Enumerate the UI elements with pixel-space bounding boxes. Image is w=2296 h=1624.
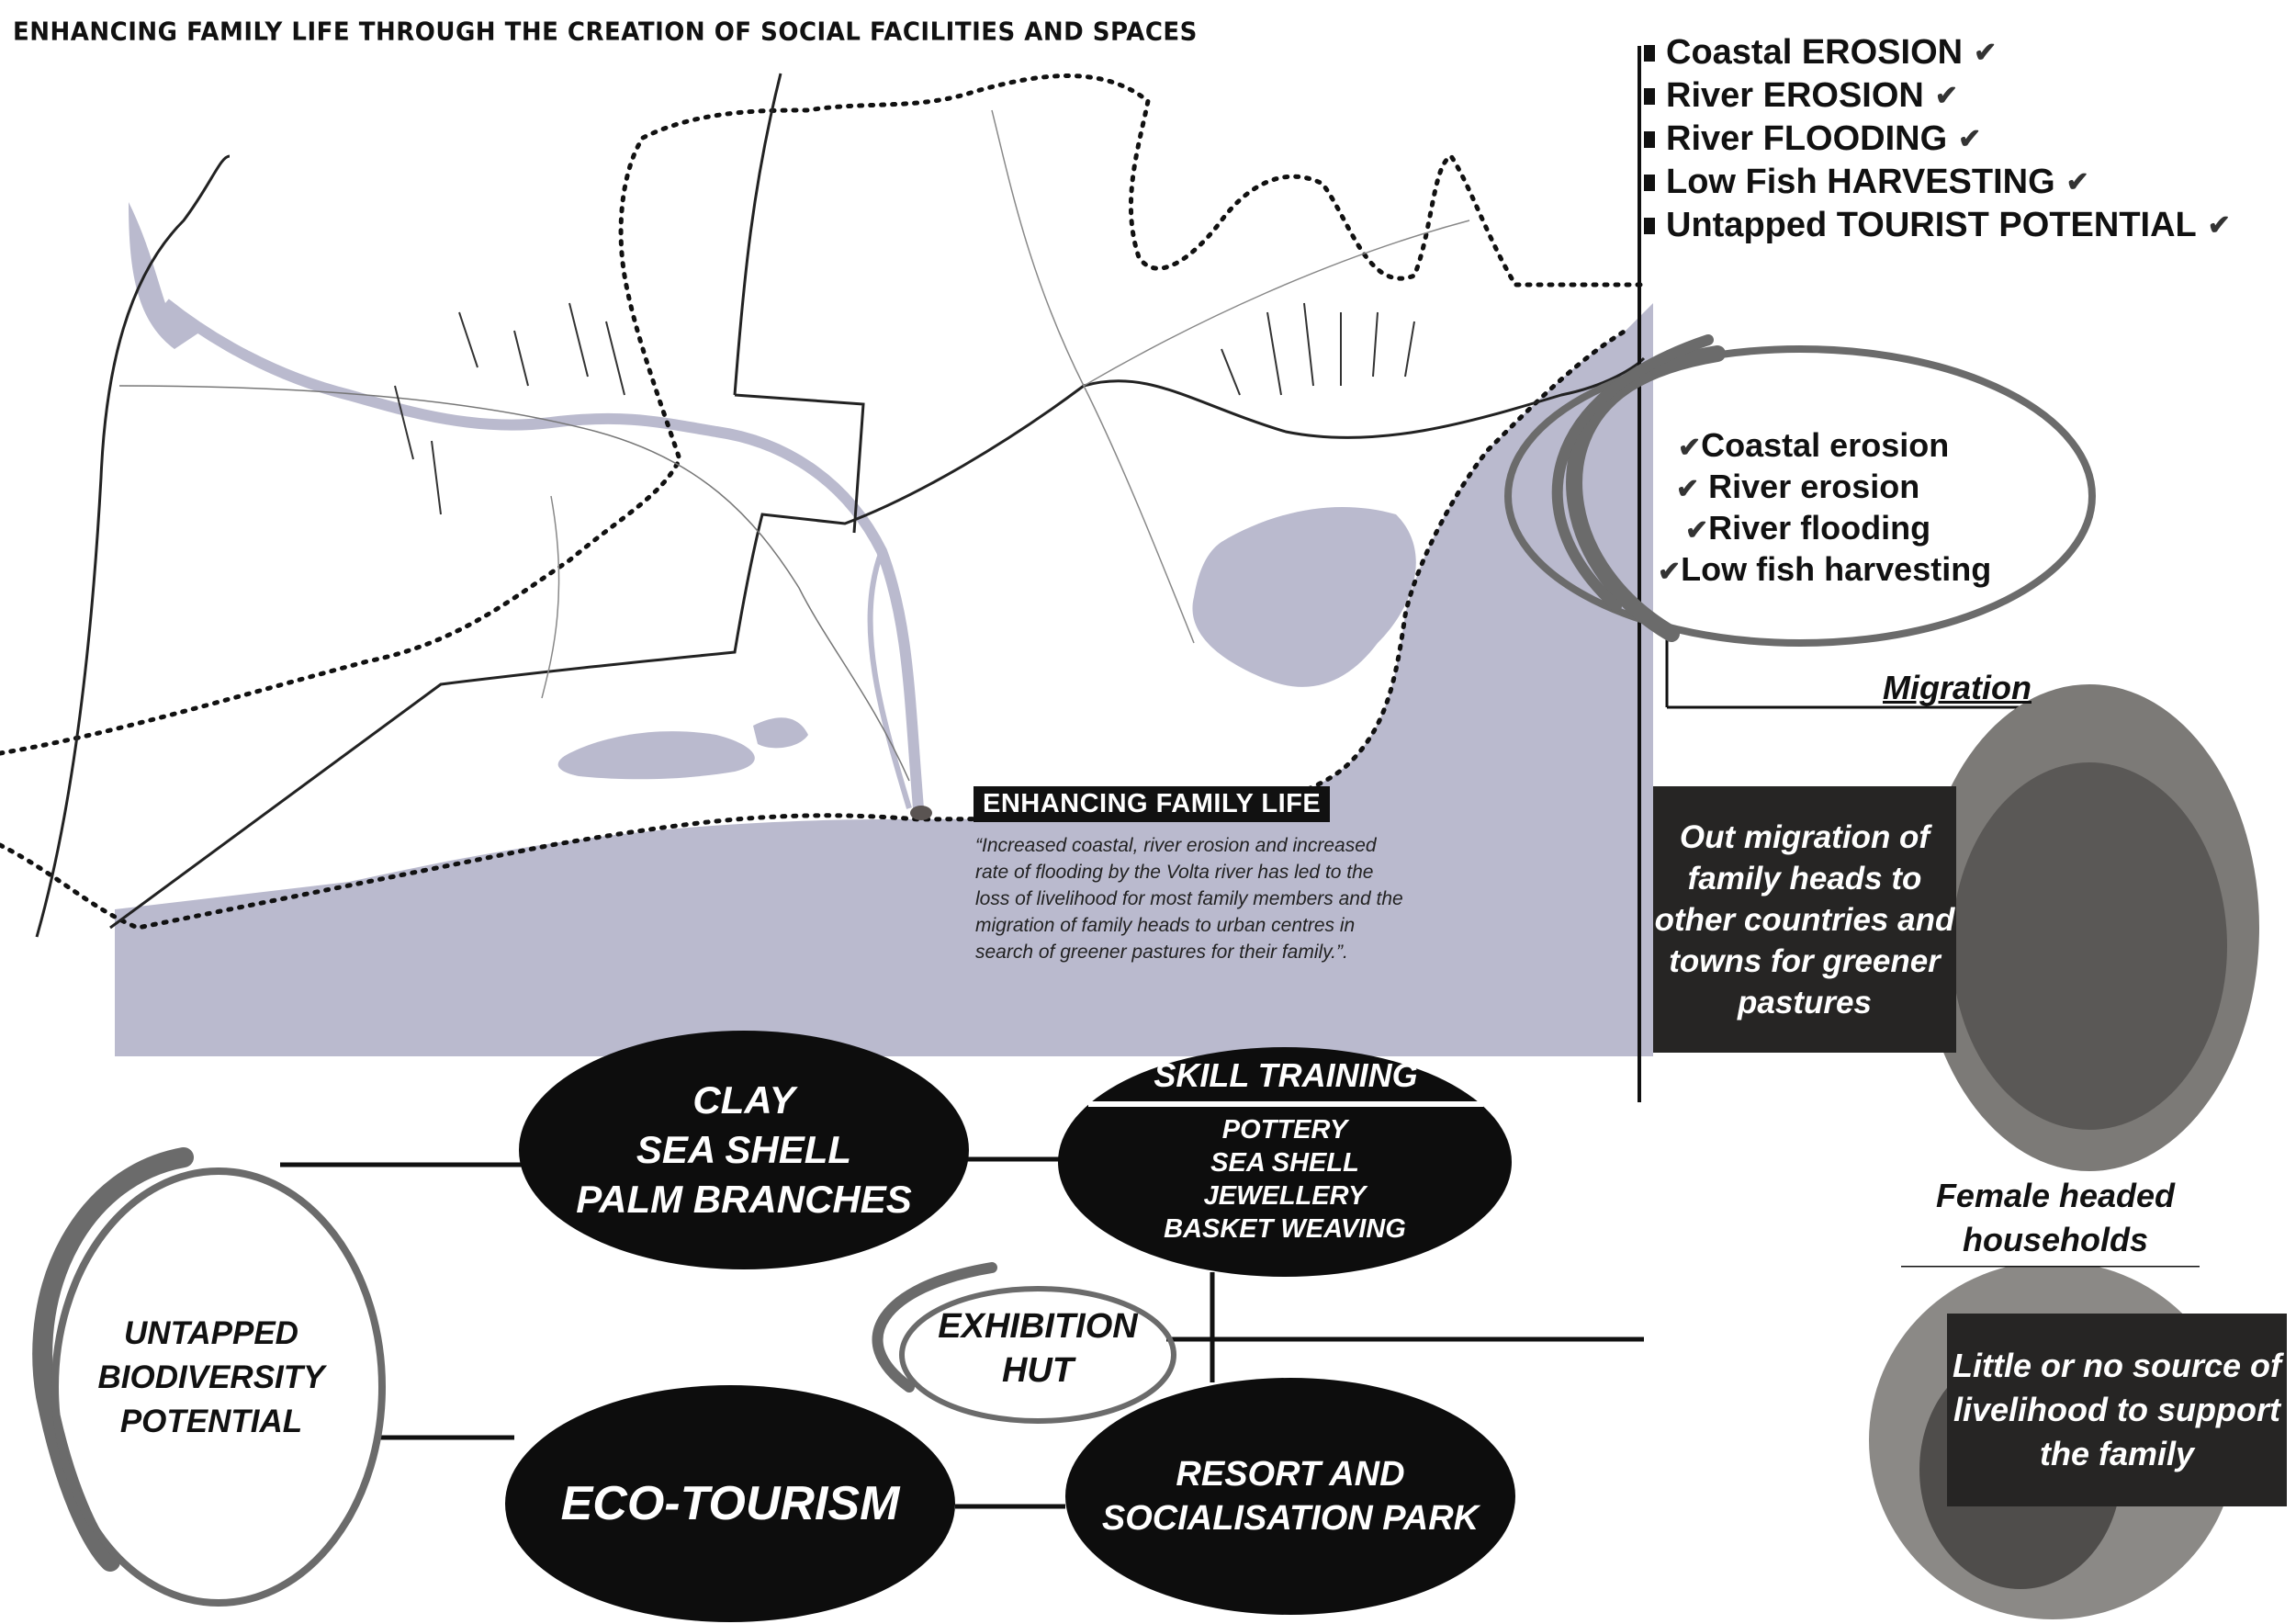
check-icon: ✔: [2207, 210, 2231, 241]
lagoon: [753, 717, 808, 748]
minor-road: [992, 110, 1194, 643]
quote-text: “Increased coastal, river erosion and increased rate of flooding by the Volta river has led to the loss of livelihood for most family members and the migration of family heads to urban centres in search of greener pastures for their family.”.: [975, 835, 1403, 963]
biodiversity-node: UNTAPPED BIODIVERSITY POTENTIAL: [97, 1315, 325, 1439]
issue-item: Untapped TOURIST POTENTIAL ✔: [1644, 204, 2231, 247]
check-icon: ✔: [1934, 81, 1959, 111]
check-icon: ✔: [1958, 124, 1982, 154]
ring-list: [1658, 424, 2025, 590]
resort-node: RESORT AND SOCIALISATION PARK: [1065, 1378, 1515, 1615]
river-delta: [129, 202, 202, 349]
minor-road: [542, 496, 559, 698]
materials-node: [519, 1031, 969, 1269]
bullet-icon: [1644, 88, 1655, 105]
lagoon: [558, 731, 755, 779]
skill-items: [1058, 1113, 1512, 1246]
check-icon: ✔: [1678, 433, 1702, 463]
livelihood-panel: [1947, 1314, 2287, 1506]
migration-photo-shadow: [1952, 762, 2227, 1130]
creek-lines: [395, 303, 1414, 514]
issue-list: [1644, 31, 2231, 247]
check-icon: ✔: [1974, 38, 1998, 68]
ring-item: ✔ River erosion: [1676, 468, 1920, 505]
bullet-icon: [1644, 131, 1655, 148]
skill-underline: [1088, 1101, 1483, 1107]
issue-item: River FLOODING ✔: [1644, 118, 2231, 161]
bullet-icon: [1644, 218, 1655, 234]
issue-item: River EROSION ✔: [1644, 74, 2231, 118]
minor-road: [1084, 220, 1469, 386]
issue-item: Coastal EROSION ✔: [1644, 31, 2231, 74]
issue-item: Low Fish HARVESTING ✔: [1644, 161, 2231, 204]
map-label: ENHANCING FAMILY LIFE: [974, 786, 1330, 822]
migration-label: Migration: [1883, 669, 2032, 706]
bullet-icon: [1644, 175, 1655, 191]
out-migration-panel: [1653, 786, 1956, 1053]
sea-area: [115, 303, 1653, 1056]
ring-item: ✔Low fish harvesting: [1658, 550, 1992, 588]
exhibition-hut: EXHIBITION HUT: [938, 1307, 1138, 1390]
material-item: SEA SHELL: [636, 1128, 852, 1171]
region-boundary: [0, 76, 1644, 754]
location-marker: [910, 806, 932, 820]
check-icon: ✔: [1676, 474, 1700, 504]
ring-item: ✔River flooding: [1685, 509, 1931, 547]
lagoon: [1192, 507, 1415, 687]
skill-item: JEWELLERY: [1203, 1181, 1367, 1211]
material-item: CLAY: [692, 1078, 795, 1122]
page-title: ENHANCING FAMILY LIFE THROUGH THE CREATION OF SOCIAL FACILITIES AND SPACES: [13, 17, 1198, 47]
female-headed-label: Female headed households: [1901, 1174, 2210, 1266]
skill-item: POTTERY: [1221, 1115, 1348, 1145]
bullet-icon: [1644, 45, 1655, 62]
road: [735, 73, 781, 395]
livelihood-text: Little or no source of livelihood to support the family: [1952, 1347, 2281, 1472]
material-item: PALM BRANCHES: [576, 1178, 912, 1221]
check-icon: ✔: [1685, 515, 1709, 546]
eco-tourism-node: ECO-TOURISM: [505, 1385, 955, 1622]
out-migration-text: Out migration of family heads to other countries and towns for greener pastures: [1654, 818, 1955, 1021]
check-icon: ✔: [1658, 557, 1682, 587]
skill-training-title: SKILL TRAINING: [1154, 1056, 1418, 1094]
ring-item: ✔Coastal erosion: [1678, 426, 1950, 464]
road: [37, 156, 230, 937]
check-icon: ✔: [2065, 167, 2089, 197]
skill-item: SEA SHELL: [1210, 1148, 1359, 1178]
skill-item: BASKET WEAVING: [1164, 1214, 1406, 1244]
